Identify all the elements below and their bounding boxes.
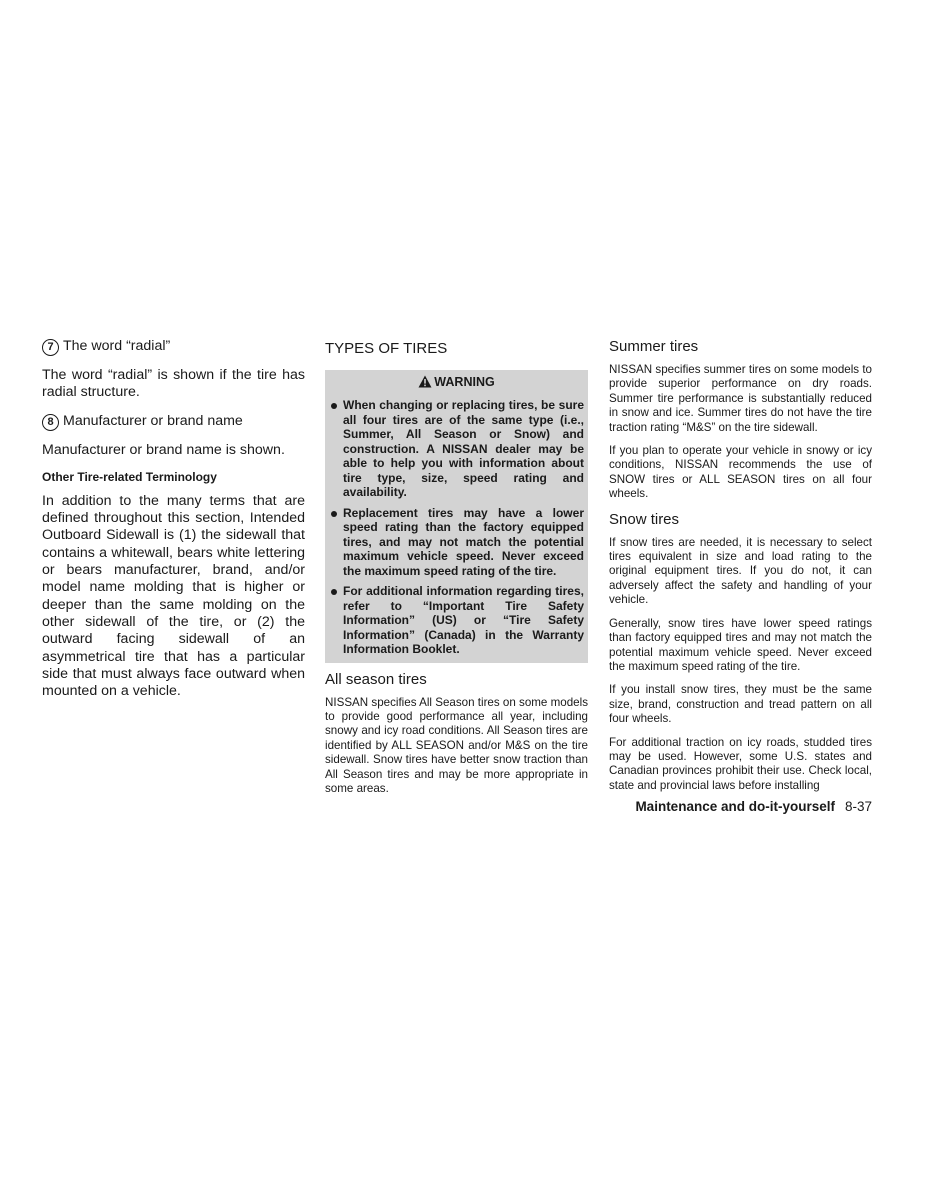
warning-label: WARNING: [434, 375, 495, 389]
page-number: 8-37: [844, 799, 872, 814]
all-season-title: All season tires: [325, 670, 427, 688]
terminology-body: In addition to the many terms that are defined throughout this section, Intended Outboard Sidewall is (1) the sidewall that contains a whitewall, bears white lettering or bears manufacturer, brand, and/or model name molding that is higher or deeper than the same molding on the other sidewall of the tire, or (2) the outward facing sidewall of an asymmetrical tire that has a particular side that must always face outward when mounted on a vehicle.: [42, 492, 305, 700]
section-title: TYPES OF TIRES: [325, 340, 448, 357]
item-8-heading: [42, 413, 305, 431]
circled-number-7: 7: [42, 339, 59, 356]
column-right: [609, 338, 872, 802]
snow-tires-paragraph: If snow tires are needed, it is necessary to select tires equivalent in size and load rating to the original equipment tires. If you do not, it can adversely affect the safety and handling of your vehicle.: [609, 535, 872, 607]
snow-tires-paragraph: If you install snow tires, they must be the same size, brand, construction and tread pattern on all four wheels.: [609, 683, 872, 726]
summer-tires-title: Summer tires: [609, 338, 699, 355]
page-footer: [609, 798, 872, 815]
summer-tires-paragraph: If you plan to operate your vehicle in snowy or icy conditions, NISSAN recommends the use of SNOW tires or ALL SEASON tires on all four wheels.: [609, 444, 872, 501]
summer-tires-paragraph: NISSAN specifies summer tires on some models to provide superior performance on dry roads. Summer tire performance is substantially reduced in snow and ice. Summer tires do not have the tire traction rating “M&S” on the tire sidewall.: [609, 363, 872, 434]
item-7-label: The word “radial”: [63, 338, 171, 354]
warning-list: [329, 398, 584, 657]
warning-item: When changing or replacing tires, be sure all four tires are of the same type (i.e., Summer, All Season or Snow) and construction. A NISSAN dealer may be able to help you with information about tire type, size, speed rating and availability.: [329, 398, 584, 500]
footer-section-title: Maintenance and do-it-yourself: [635, 799, 835, 814]
snow-tires-paragraph: Generally, snow tires have lower speed ratings than factory equipped tires and may not match the potential maximum vehicle speed. Never exceed the maximum speed rating of the tire.: [609, 616, 872, 673]
warning-heading: [329, 375, 584, 392]
item-7-heading: [42, 338, 305, 356]
warning-triangle-icon: [418, 375, 432, 392]
item-7-description: The word “radial” is shown if the tire has radial structure.: [42, 367, 305, 401]
all-season-body: NISSAN specifies All Season tires on some models to provide good performance all year, including snowy and icy road conditions. All Season tires are identified by ALL SEASON and/or M&S on the tire sidewall. Snow tires have better snow traction than All Season tires and may be more appropriate in some areas.: [325, 695, 588, 795]
item-8-description: Manufacturer or brand name is shown.: [42, 441, 285, 458]
column-middle: [325, 338, 588, 805]
warning-item: Replacement tires may have a lower speed rating than the factory equipped tires, and may not match the potential maximum vehicle speed. Never exceed the maximum speed rating of the tire.: [329, 506, 584, 579]
terminology-heading: Other Tire-related Terminology: [42, 469, 217, 484]
warning-item: For additional information regarding tires, refer to “Important Tire Safety Information” (US) or “Tire Safety Information” (Canada) in the Warranty Information Booklet.: [329, 584, 584, 657]
snow-tires-title: Snow tires: [609, 510, 680, 528]
warning-box: [325, 370, 588, 663]
item-8-label: Manufacturer or brand name: [63, 412, 243, 429]
circled-number-8: 8: [42, 414, 59, 431]
column-left: [42, 338, 305, 711]
snow-tires-paragraph: For additional traction on icy roads, studded tires may be used. However, some U.S. states and Canadian provinces prohibit their use. Check local, state and provincial laws before installing: [609, 735, 872, 792]
